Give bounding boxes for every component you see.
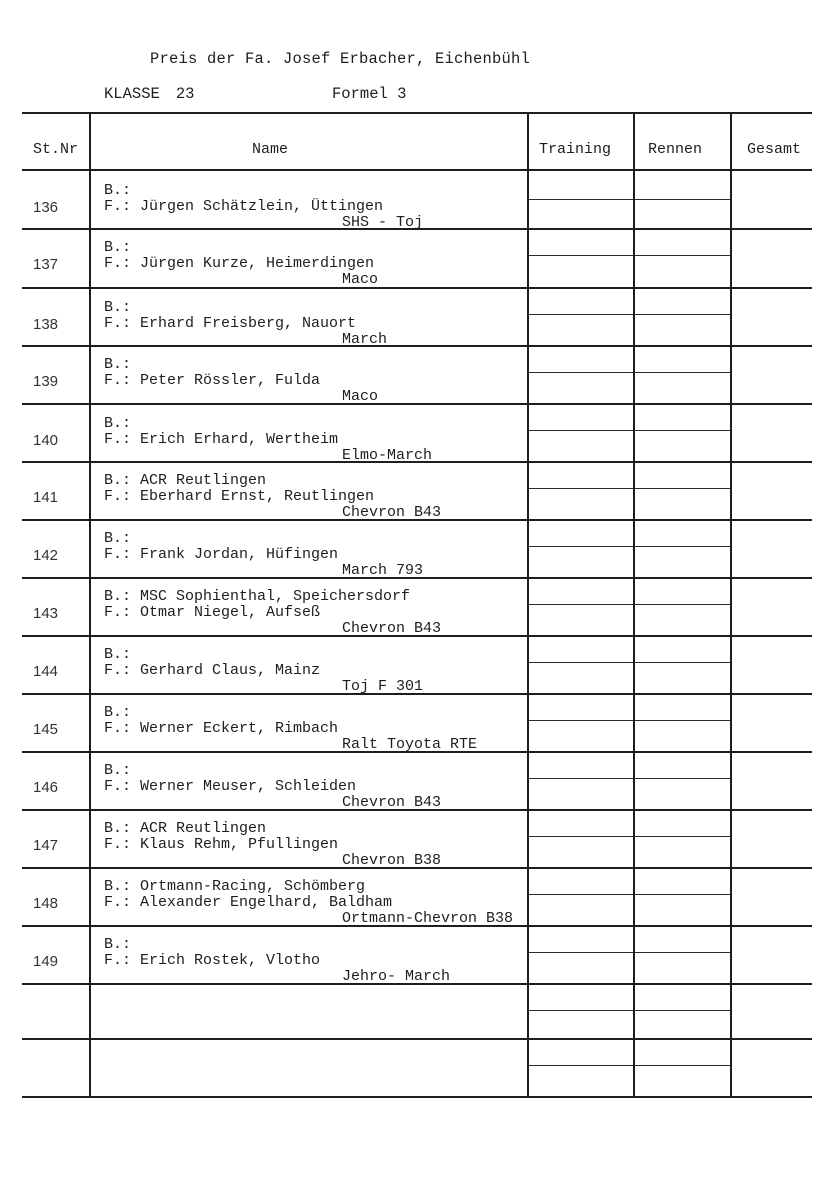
header-name: Name xyxy=(252,141,289,158)
car-line: Jehro- March xyxy=(342,968,451,985)
entrant-line: B.: ACR Reutlingen xyxy=(104,472,267,489)
column-rule xyxy=(633,112,635,1096)
driver-line: F.: Werner Meuser, Schleiden xyxy=(104,778,357,795)
row-rule xyxy=(22,925,812,927)
document-title: Preis der Fa. Josef Erbacher, Eichenbühl xyxy=(150,50,531,68)
car-line: SHS - Toj xyxy=(342,214,424,231)
class-label: KLASSE xyxy=(104,85,160,103)
start-number: 146 xyxy=(33,779,59,796)
row-rule xyxy=(528,1065,732,1066)
driver-line: F.: Klaus Rehm, Pfullingen xyxy=(104,836,339,853)
entry-142 xyxy=(104,531,423,579)
row-rule xyxy=(22,228,812,230)
car-line: Maco xyxy=(342,271,379,288)
car-line: Ortmann-Chevron B38 xyxy=(342,910,514,927)
entry-148 xyxy=(104,879,513,927)
start-number: 138 xyxy=(33,316,59,333)
header-stnr: St.Nr xyxy=(33,141,79,158)
column-rule xyxy=(89,112,91,1096)
row-rule xyxy=(528,604,732,605)
entry-136 xyxy=(104,183,423,231)
entry-149 xyxy=(104,937,450,985)
row-rule xyxy=(22,519,812,521)
entrant-line: B.: Ortmann-Racing, Schömberg xyxy=(104,878,366,895)
driver-line: F.: Jürgen Schätzlein, Üttingen xyxy=(104,198,384,215)
row-rule xyxy=(528,372,732,373)
row-rule xyxy=(528,488,732,489)
entrant-line: B.: ACR Reutlingen xyxy=(104,820,267,837)
row-rule xyxy=(22,1038,812,1040)
row-rule xyxy=(528,894,732,895)
start-number: 147 xyxy=(33,837,59,854)
entrant-line: B.: xyxy=(104,415,132,432)
row-rule xyxy=(22,983,812,985)
row-rule xyxy=(528,952,732,953)
entry-139 xyxy=(104,357,378,405)
start-number: 149 xyxy=(33,953,59,970)
entrant-line: B.: xyxy=(104,356,132,373)
row-rule xyxy=(22,1096,812,1098)
driver-line: F.: Otmar Niegel, Aufseß xyxy=(104,604,321,621)
row-rule xyxy=(22,693,812,695)
car-line: Elmo-March xyxy=(342,447,433,464)
row-rule xyxy=(22,169,812,171)
entrant-line: B.: xyxy=(104,530,132,547)
entrant-line: B.: xyxy=(104,239,132,256)
driver-line: F.: Gerhard Claus, Mainz xyxy=(104,662,321,679)
entrant-line: B.: xyxy=(104,762,132,779)
entrant-line: B.: xyxy=(104,182,132,199)
car-line: Toj F 301 xyxy=(342,678,424,695)
driver-line: F.: Frank Jordan, Hüfingen xyxy=(104,546,339,563)
driver-line: F.: Werner Eckert, Rimbach xyxy=(104,720,339,737)
driver-line: F.: Eberhard Ernst, Reutlingen xyxy=(104,488,375,505)
header-training: Training xyxy=(539,141,612,158)
car-line: Maco xyxy=(342,388,379,405)
row-rule xyxy=(528,778,732,779)
row-rule xyxy=(528,314,732,315)
driver-line: F.: Erich Erhard, Wertheim xyxy=(104,431,339,448)
start-number: 145 xyxy=(33,721,59,738)
column-rule xyxy=(527,112,529,1096)
header-rennen: Rennen xyxy=(648,141,703,158)
row-rule xyxy=(22,867,812,869)
entry-138 xyxy=(104,300,387,348)
row-rule xyxy=(528,662,732,663)
row-rule xyxy=(22,461,812,463)
start-number: 141 xyxy=(33,489,59,506)
start-number: 143 xyxy=(33,605,59,622)
header-gesamt: Gesamt xyxy=(747,141,802,158)
entrant-line: B.: xyxy=(104,936,132,953)
car-line: March 793 xyxy=(342,562,424,579)
entry-143 xyxy=(104,589,441,637)
entry-141 xyxy=(104,473,441,521)
start-number: 144 xyxy=(33,663,59,680)
row-rule xyxy=(22,635,812,637)
row-rule xyxy=(22,345,812,347)
entry-144 xyxy=(104,647,423,695)
driver-line: F.: Jürgen Kurze, Heimerdingen xyxy=(104,255,375,272)
formula-label: Formel 3 xyxy=(332,85,407,103)
start-number: 136 xyxy=(33,199,59,216)
driver-line: F.: Peter Rössler, Fulda xyxy=(104,372,321,389)
row-rule xyxy=(22,577,812,579)
entrant-line: B.: xyxy=(104,704,132,721)
row-rule xyxy=(528,546,732,547)
driver-line: F.: Erhard Freisberg, Nauort xyxy=(104,315,357,332)
start-number: 137 xyxy=(33,256,59,273)
class-line xyxy=(104,85,407,103)
entry-137 xyxy=(104,240,378,288)
driver-line: F.: Erich Rostek, Vlotho xyxy=(104,952,321,969)
car-line: Chevron B38 xyxy=(342,852,442,869)
row-rule xyxy=(22,403,812,405)
start-number: 142 xyxy=(33,547,59,564)
row-rule xyxy=(528,430,732,431)
row-rule xyxy=(528,720,732,721)
start-number: 139 xyxy=(33,373,59,390)
start-number: 140 xyxy=(33,432,59,449)
entrant-line: B.: MSC Sophienthal, Speichersdorf xyxy=(104,588,411,605)
row-rule xyxy=(528,199,732,200)
row-rule xyxy=(22,112,812,114)
row-rule xyxy=(528,1010,732,1011)
entrant-line: B.: xyxy=(104,299,132,316)
car-line: Chevron B43 xyxy=(342,620,442,637)
car-line: Chevron B43 xyxy=(342,504,442,521)
entry-147 xyxy=(104,821,441,869)
entrant-line: B.: xyxy=(104,646,132,663)
car-line: Chevron B43 xyxy=(342,794,442,811)
car-line: March xyxy=(342,331,388,348)
class-number: 23 xyxy=(175,85,195,103)
car-line: Ralt Toyota RTE xyxy=(342,736,478,753)
entry-140 xyxy=(104,416,432,464)
driver-line: F.: Alexander Engelhard, Baldham xyxy=(104,894,393,911)
entry-146 xyxy=(104,763,441,811)
row-rule xyxy=(528,836,732,837)
row-rule xyxy=(22,287,812,289)
entry-145 xyxy=(104,705,477,753)
row-rule xyxy=(528,255,732,256)
row-rule xyxy=(22,751,812,753)
column-rule xyxy=(730,112,732,1096)
start-number: 148 xyxy=(33,895,59,912)
row-rule xyxy=(22,809,812,811)
